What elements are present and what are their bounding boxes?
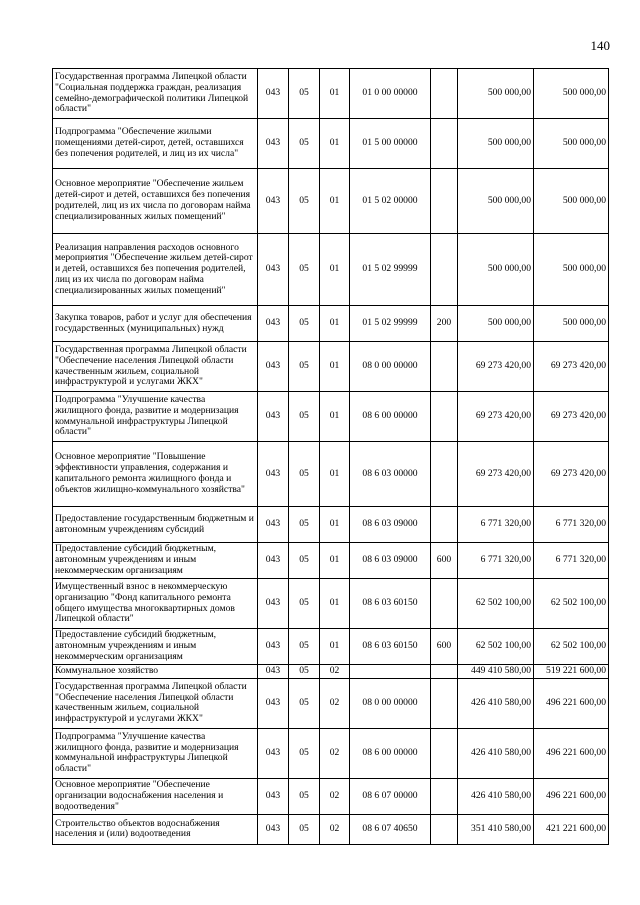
cell-expense-type (431, 579, 458, 629)
table-row (53, 234, 609, 306)
cell-name: Подпрограмма "Обеспечение жилыми помещениями детей-сирот, детей, оставшихся без попечения родителей, и лиц из их числа" (53, 119, 258, 169)
cell-sum-year1: 500 000,00 (458, 69, 534, 119)
cell-subsection: 02 (320, 728, 350, 778)
cell-subsection: 01 (320, 629, 350, 665)
cell-target-code: 08 6 07 00000 (350, 778, 431, 814)
cell-target-code: 08 0 00 00000 (350, 678, 431, 728)
cell-sum-year2: 496 221 600,00 (534, 778, 609, 814)
cell-target-code: 08 6 03 09000 (350, 543, 431, 579)
cell-expense-type: 600 (431, 629, 458, 665)
cell-name: Подпрограмма "Улучшение качества жилищного фонда, развитие и модернизация коммунальной инфраструктуры Липецкой области" (53, 728, 258, 778)
cell-name: Строительство объектов водоснабжения населения и (или) водоотведения (53, 814, 258, 844)
cell-subsection: 02 (320, 665, 350, 679)
table-row (53, 665, 609, 679)
table-row (53, 392, 609, 442)
cell-name: Государственная программа Липецкой области "Социальная поддержка граждан, реализация семейно-демографической политики Липецкой области" (53, 69, 258, 119)
cell-expense-type (431, 169, 458, 234)
table-row (53, 69, 609, 119)
cell-section: 05 (289, 814, 320, 844)
cell-expense-type: 200 (431, 306, 458, 342)
cell-sum-year1: 500 000,00 (458, 169, 534, 234)
cell-section: 05 (289, 665, 320, 679)
cell-target-code: 08 6 03 60150 (350, 629, 431, 665)
cell-target-code: 01 5 02 99999 (350, 306, 431, 342)
cell-admin-code: 043 (258, 169, 289, 234)
cell-name: Предоставление субсидий бюджетным, автономным учреждениям и иным некоммерческим организациям (53, 543, 258, 579)
cell-subsection: 01 (320, 507, 350, 543)
cell-section: 05 (289, 728, 320, 778)
cell-sum-year2: 500 000,00 (534, 69, 609, 119)
cell-section: 05 (289, 442, 320, 507)
cell-admin-code: 043 (258, 543, 289, 579)
cell-expense-type (431, 778, 458, 814)
cell-expense-type (431, 507, 458, 543)
cell-subsection: 01 (320, 442, 350, 507)
cell-admin-code: 043 (258, 629, 289, 665)
table-body (53, 69, 609, 845)
cell-name: Реализация направления расходов основного мероприятия "Обеспечение жильем детей-сирот и детей, оставшихся без попечения родителей, лиц из их числа по договорам найма специализированных жилых помещений" (53, 234, 258, 306)
cell-sum-year2: 69 273 420,00 (534, 392, 609, 442)
cell-expense-type (431, 119, 458, 169)
cell-sum-year2: 500 000,00 (534, 234, 609, 306)
table-row (53, 507, 609, 543)
cell-name: Подпрограмма "Улучшение качества жилищного фонда, развитие и модернизация коммунальной инфраструктуры Липецкой области" (53, 392, 258, 442)
cell-sum-year1: 69 273 420,00 (458, 392, 534, 442)
cell-sum-year1: 6 771 320,00 (458, 543, 534, 579)
cell-sum-year1: 62 502 100,00 (458, 579, 534, 629)
cell-sum-year1: 500 000,00 (458, 234, 534, 306)
cell-name: Государственная программа Липецкой области "Обеспечение населения Липецкой области качественным жильем, социальной инфраструктурой и услугами ЖКХ" (53, 342, 258, 392)
cell-sum-year1: 69 273 420,00 (458, 442, 534, 507)
cell-section: 05 (289, 392, 320, 442)
cell-section: 05 (289, 543, 320, 579)
cell-section: 05 (289, 778, 320, 814)
cell-section: 05 (289, 507, 320, 543)
table-row (53, 814, 609, 844)
cell-sum-year1: 426 410 580,00 (458, 778, 534, 814)
cell-expense-type (431, 342, 458, 392)
cell-sum-year2: 500 000,00 (534, 119, 609, 169)
cell-target-code: 08 6 00 00000 (350, 392, 431, 442)
cell-admin-code: 043 (258, 728, 289, 778)
cell-admin-code: 043 (258, 234, 289, 306)
cell-admin-code: 043 (258, 69, 289, 119)
cell-section: 05 (289, 629, 320, 665)
cell-name: Коммунальное хозяйство (53, 665, 258, 679)
table-row (53, 306, 609, 342)
cell-admin-code: 043 (258, 119, 289, 169)
cell-section: 05 (289, 306, 320, 342)
cell-target-code: 01 5 00 00000 (350, 119, 431, 169)
cell-subsection: 01 (320, 69, 350, 119)
cell-sum-year1: 449 410 580,00 (458, 665, 534, 679)
cell-expense-type (431, 678, 458, 728)
cell-expense-type (431, 665, 458, 679)
cell-section: 05 (289, 678, 320, 728)
cell-section: 05 (289, 579, 320, 629)
cell-target-code: 08 6 00 00000 (350, 728, 431, 778)
table-row (53, 629, 609, 665)
cell-sum-year2: 519 221 600,00 (534, 665, 609, 679)
cell-name: Основное мероприятие "Повышение эффективности управления, содержания и капитального ремонта жилищного фонда и объектов жилищно-коммунального хозяйства" (53, 442, 258, 507)
cell-admin-code: 043 (258, 778, 289, 814)
cell-sum-year2: 62 502 100,00 (534, 629, 609, 665)
cell-admin-code: 043 (258, 678, 289, 728)
cell-sum-year2: 500 000,00 (534, 306, 609, 342)
table-row (53, 543, 609, 579)
cell-subsection: 01 (320, 169, 350, 234)
cell-expense-type (431, 234, 458, 306)
cell-sum-year2: 69 273 420,00 (534, 342, 609, 392)
table-row (53, 678, 609, 728)
table-row (53, 119, 609, 169)
cell-target-code: 01 0 00 00000 (350, 69, 431, 119)
cell-admin-code: 043 (258, 392, 289, 442)
cell-admin-code: 043 (258, 665, 289, 679)
cell-subsection: 01 (320, 543, 350, 579)
cell-target-code: 08 6 07 40650 (350, 814, 431, 844)
cell-sum-year2: 62 502 100,00 (534, 579, 609, 629)
table-row (53, 579, 609, 629)
cell-target-code: 08 6 03 00000 (350, 442, 431, 507)
cell-sum-year2: 496 221 600,00 (534, 728, 609, 778)
cell-target-code: 08 6 03 09000 (350, 507, 431, 543)
cell-target-code (350, 665, 431, 679)
cell-expense-type (431, 69, 458, 119)
cell-name: Имущественный взнос в некоммерческую организацию "Фонд капитального ремонта общего имущества многоквартирных домов Липецкой области" (53, 579, 258, 629)
cell-admin-code: 043 (258, 442, 289, 507)
cell-sum-year1: 6 771 320,00 (458, 507, 534, 543)
cell-expense-type (431, 728, 458, 778)
cell-subsection: 01 (320, 306, 350, 342)
cell-sum-year1: 62 502 100,00 (458, 629, 534, 665)
cell-subsection: 01 (320, 342, 350, 392)
cell-subsection: 02 (320, 678, 350, 728)
cell-subsection: 01 (320, 119, 350, 169)
cell-subsection: 01 (320, 579, 350, 629)
table-row (53, 442, 609, 507)
cell-sum-year2: 6 771 320,00 (534, 507, 609, 543)
cell-name: Закупка товаров, работ и услуг для обеспечения государственных (муниципальных) нужд (53, 306, 258, 342)
cell-section: 05 (289, 234, 320, 306)
cell-name: Предоставление государственным бюджетным и автономным учреждениям субсидий (53, 507, 258, 543)
cell-name: Основное мероприятие "Обеспечение жильем детей-сирот и детей, оставшихся без попечения родителей, лиц из их числа по договорам найма специализированных жилых помещений" (53, 169, 258, 234)
cell-sum-year2: 500 000,00 (534, 169, 609, 234)
table-row (53, 169, 609, 234)
cell-sum-year2: 6 771 320,00 (534, 543, 609, 579)
cell-expense-type: 600 (431, 543, 458, 579)
cell-sum-year1: 426 410 580,00 (458, 728, 534, 778)
cell-expense-type (431, 814, 458, 844)
cell-subsection: 01 (320, 392, 350, 442)
cell-name: Основное мероприятие "Обеспечение организации водоснабжения населения и водоотведения" (53, 778, 258, 814)
cell-sum-year1: 351 410 580,00 (458, 814, 534, 844)
cell-sum-year1: 500 000,00 (458, 306, 534, 342)
table-row (53, 778, 609, 814)
cell-expense-type (431, 442, 458, 507)
cell-sum-year1: 69 273 420,00 (458, 342, 534, 392)
table-row (53, 728, 609, 778)
cell-section: 05 (289, 119, 320, 169)
cell-sum-year1: 500 000,00 (458, 119, 534, 169)
budget-table (52, 68, 609, 845)
cell-section: 05 (289, 169, 320, 234)
cell-sum-year2: 69 273 420,00 (534, 442, 609, 507)
cell-name: Государственная программа Липецкой области "Обеспечение населения Липецкой области качественным жильем, социальной инфраструктурой и услугами ЖКХ" (53, 678, 258, 728)
cell-admin-code: 043 (258, 342, 289, 392)
cell-expense-type (431, 392, 458, 442)
cell-subsection: 01 (320, 234, 350, 306)
cell-subsection: 02 (320, 778, 350, 814)
cell-sum-year2: 421 221 600,00 (534, 814, 609, 844)
cell-admin-code: 043 (258, 507, 289, 543)
cell-sum-year2: 496 221 600,00 (534, 678, 609, 728)
page-number: 140 (590, 38, 610, 53)
cell-admin-code: 043 (258, 814, 289, 844)
cell-target-code: 08 0 00 00000 (350, 342, 431, 392)
cell-target-code: 08 6 03 60150 (350, 579, 431, 629)
table-row (53, 342, 609, 392)
cell-admin-code: 043 (258, 579, 289, 629)
cell-target-code: 01 5 02 00000 (350, 169, 431, 234)
cell-subsection: 02 (320, 814, 350, 844)
cell-name: Предоставление субсидий бюджетным, автономным учреждениям и иным некоммерческим организациям (53, 629, 258, 665)
cell-admin-code: 043 (258, 306, 289, 342)
cell-section: 05 (289, 69, 320, 119)
cell-sum-year1: 426 410 580,00 (458, 678, 534, 728)
cell-target-code: 01 5 02 99999 (350, 234, 431, 306)
cell-section: 05 (289, 342, 320, 392)
